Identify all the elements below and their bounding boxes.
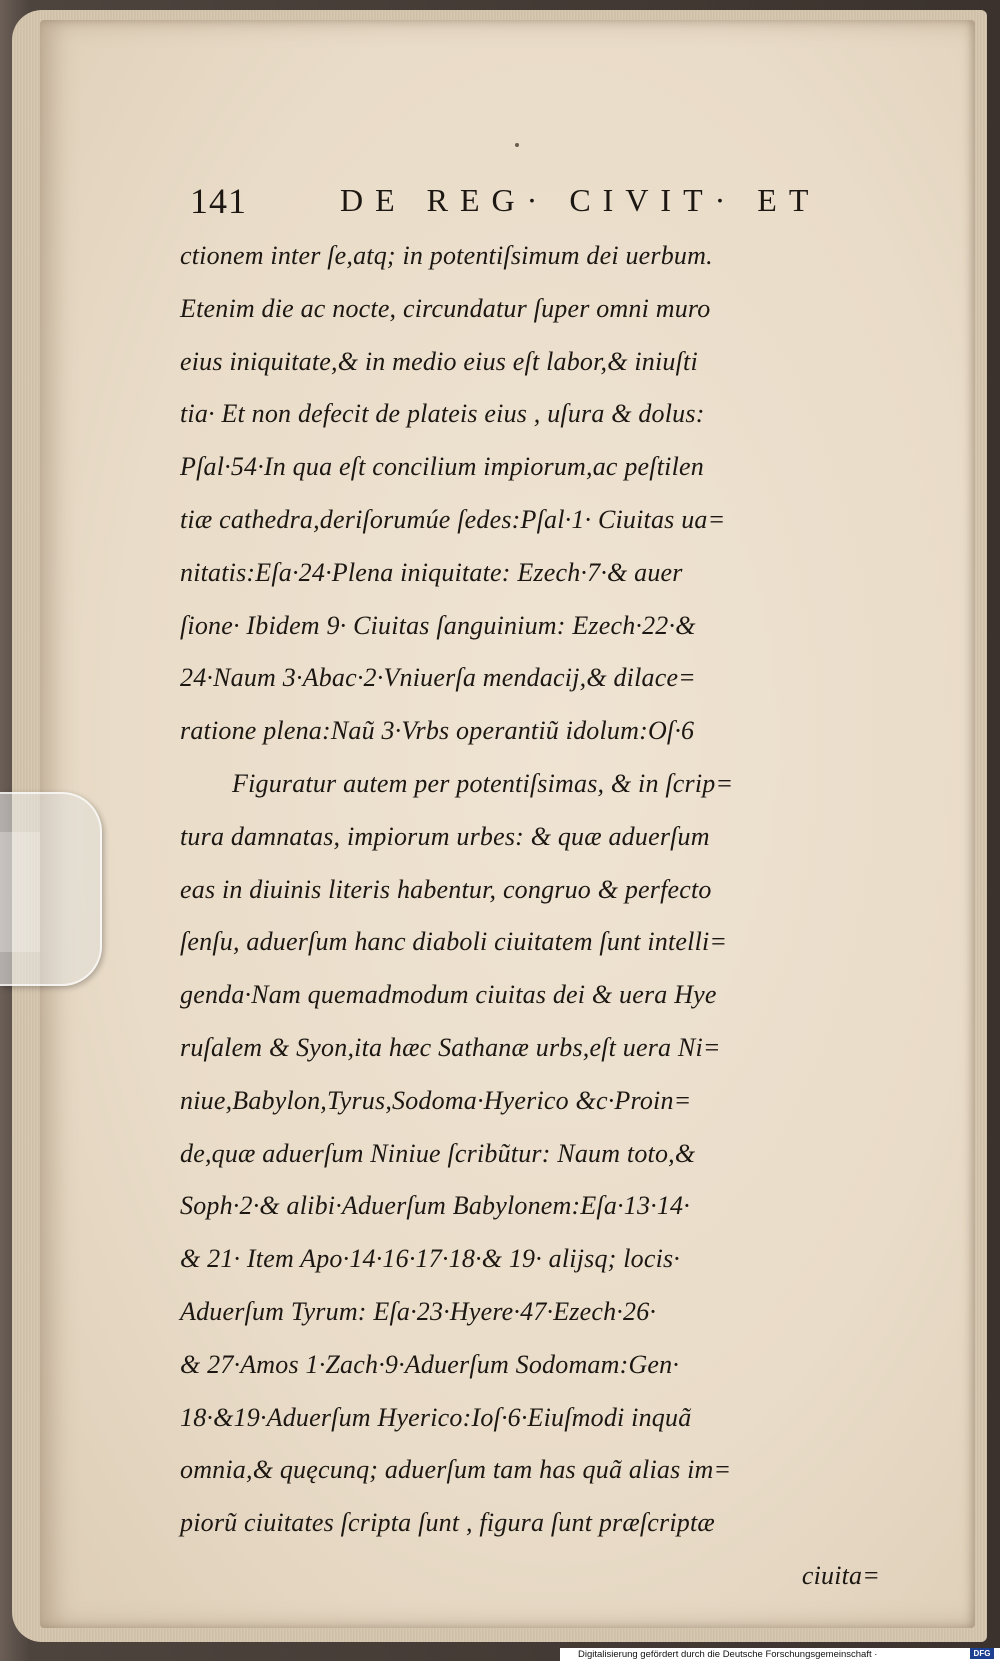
- text-line: & 21· Item Apo·14·16·17·18·& 19· alijsq; locis·: [180, 1244, 681, 1274]
- funding-credit: Digitalisierung gefördert durch die Deutsche Forschungsgemeinschaft ·: [578, 1649, 878, 1660]
- paragraph-start-line: Figuratur autem per potentiſsimas, & in ſcrip=: [232, 768, 734, 798]
- catchword: ciuita=: [801, 1560, 880, 1590]
- text-line: 24·Naum 3·Abac·2·Vniuerſa mendacij,& dilace=: [180, 663, 696, 693]
- page-mark: [515, 143, 519, 147]
- running-head: DE REG· CIVIT· ET: [340, 182, 821, 218]
- page-number: 141: [190, 181, 247, 221]
- page-clip-bar: [0, 832, 40, 952]
- text-line: tura damnatas, impiorum urbes: & quæ aduerſum: [180, 821, 710, 851]
- text-line: & 27·Amos 1·Zach·9·Aduerſum Sodomam:Gen·: [180, 1349, 680, 1379]
- text-line: Soph·2·& alibi·Aduerſum Babylonem:Eſa·13·14·: [180, 1191, 690, 1221]
- text-line: eas in diuinis literis habentur, congruo & perfecto: [180, 874, 712, 904]
- text-line: ctionem inter ſe,atq; in potentiſsimum dei uerbum.: [180, 241, 713, 270]
- text-line: tia· Et non defecit de plateis eius , uſura & dolus:: [180, 399, 705, 429]
- page-header: [190, 180, 890, 230]
- text-line: Aduerſum Tyrum: Eſa·23·Hyere·47·Ezech·26·: [180, 1296, 657, 1326]
- dfg-logo: DFG: [970, 1648, 994, 1659]
- text-line: ratione plena:Naũ 3·Vrbs operantiũ idolum:Oſ·6: [180, 716, 695, 746]
- text-line: 18·&19·Aduerſum Hyerico:Ioſ·6·Eiuſmodi inquã: [180, 1402, 692, 1432]
- text-line: piorũ ciuitates ſcripta ſunt , figura ſunt præſcriptæ: [180, 1508, 715, 1538]
- text-line: Pſal·54·In qua eſt concilium impiorum,ac peſtilen: [180, 452, 704, 482]
- text-line: nitatis:Eſa·24·Plena iniquitate: Ezech·7·& auer: [180, 557, 683, 587]
- text-line: niue,Babylon,Tyrus,Sodoma·Hyerico &c·Proin=: [180, 1085, 692, 1115]
- text-line: ruſalem & Syon,ita hæc Sathanæ urbs,eſt uera Ni=: [180, 1032, 721, 1062]
- text-line: ſione· Ibidem 9· Ciuitas ſanguinium: Ezech·22·&: [180, 610, 696, 640]
- text-line: genda·Nam quemadmodum ciuitas dei & uera Hye: [180, 980, 717, 1010]
- text-line: Etenim die ac nocte, circundatur ſuper omni muro: [180, 293, 711, 323]
- text-line: omnia,& quęcunq; aduerſum tam has quã alias im=: [180, 1455, 732, 1485]
- text-line: ſenſu, aduerſum hanc diaboli ciuitatem ſunt intelli=: [180, 927, 728, 957]
- text-line: eius iniquitate,& in medio eius eſt labor,& iniuſti: [180, 346, 698, 376]
- text-line: tiæ cathedra,deriſorumúe ſedes:Pſal·1· Ciuitas ua=: [180, 504, 726, 534]
- text-line: de,quæ aduerſum Niniue ſcribũtur: Naum toto,&: [180, 1138, 696, 1168]
- body-text: [180, 230, 900, 1603]
